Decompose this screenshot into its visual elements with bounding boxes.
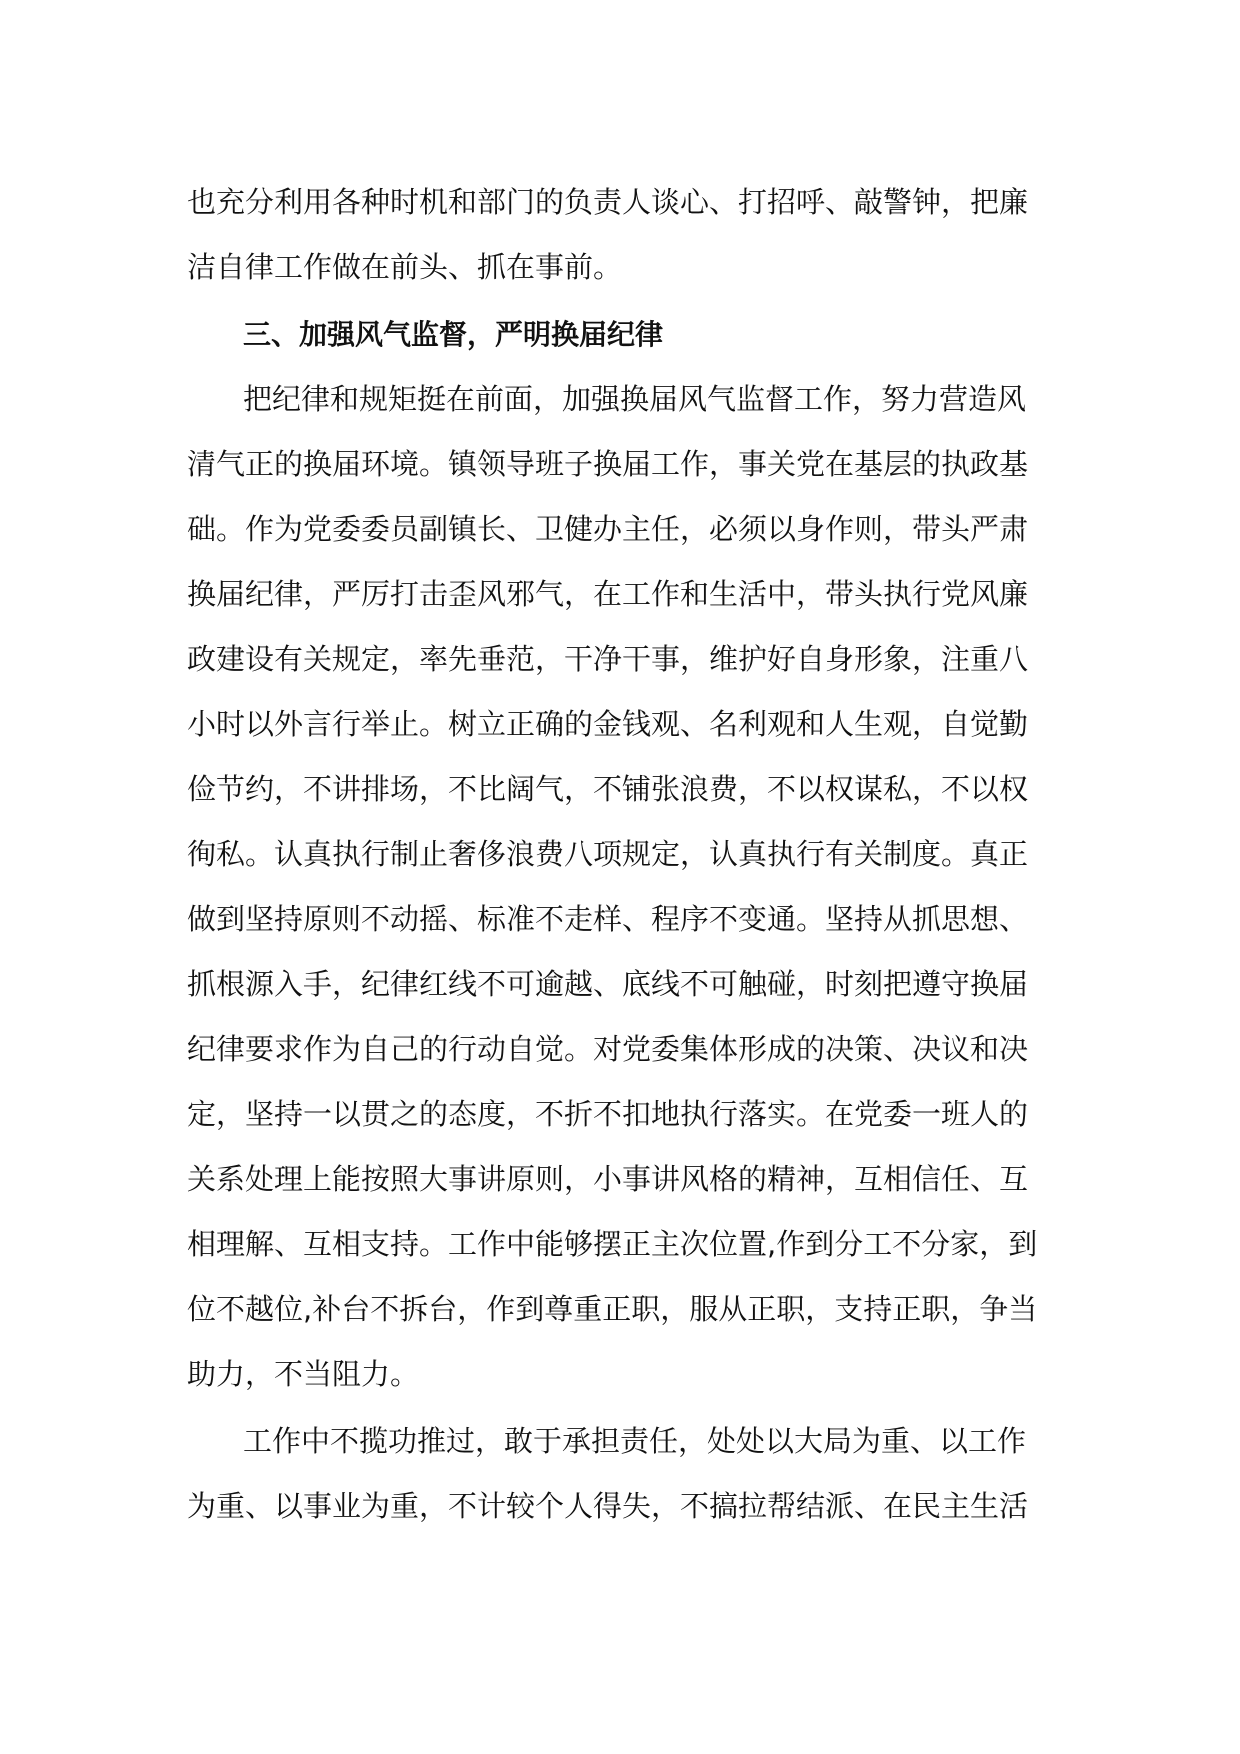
paragraph-line: 定，坚持一以贯之的态度，不折不扣地执行落实。在党委一班人的 [187,1097,1029,1131]
paragraph-line: 俭节约，不讲排场，不比阔气，不铺张浪费，不以权谋私，不以权 [187,772,1029,806]
paragraph-line: 础。作为党委委员副镇长、卫健办主任，必须以身作则，带头严肃 [187,512,1029,546]
paragraph-line: 做到坚持原则不动摇、标准不走样、程序不变通。坚持从抓思想、 [187,902,1029,936]
paragraph-line: 抓根源入手，纪律红线不可逾越、底线不可触碰，时刻把遵守换届 [187,967,1029,1001]
paragraph-line: 也充分利用各种时机和部门的负责人谈心、打招呼、敲警钟，把廉 [187,185,1029,219]
paragraph-line: 政建设有关规定，率先垂范，干净干事，维护好自身形象，注重八 [187,642,1029,676]
paragraph-line: 纪律要求作为自己的行动自觉。对党委集体形成的决策、决议和决 [187,1032,1029,1066]
document-body [187,170,1047,1539]
paragraph-line: 助力，不当阻力。 [187,1357,420,1391]
paragraph-line: 清气正的换届环境。镇领导班子换届工作，事关党在基层的执政基 [187,447,1029,481]
paragraph-line: 洁自律工作做在前头、抓在事前。 [187,250,623,284]
paragraph-line: 关系处理上能按照大事讲原则，小事讲风格的精神，互相信任、互 [187,1162,1029,1196]
section-heading: 三、加强风气监督，严明换届纪律 [243,318,664,351]
paragraph-line: 小时以外言行举止。树立正确的金钱观、名利观和人生观，自觉勤 [187,707,1029,741]
paragraph-line: 工作中不揽功推过，敢于承担责任，处处以大局为重、以工作 [243,1424,1027,1458]
paragraph-line: 位不越位,补台不拆台，作到尊重正职，服从正职，支持正职，争当 [187,1292,1038,1326]
paragraph-line: 为重、以事业为重，不计较个人得失，不搞拉帮结派、在民主生活 [187,1489,1029,1523]
paragraph-line: 徇私。认真执行制止奢侈浪费八项规定，认真执行有关制度。真正 [187,837,1029,871]
paragraph-line: 相理解、互相支持。工作中能够摆正主次位置,作到分工不分家，到 [187,1227,1038,1261]
paragraph-line: 把纪律和规矩挺在前面，加强换届风气监督工作，努力营造风 [243,382,1027,416]
paragraph-line: 换届纪律，严厉打击歪风邪气，在工作和生活中，带头执行党风廉 [187,577,1029,611]
